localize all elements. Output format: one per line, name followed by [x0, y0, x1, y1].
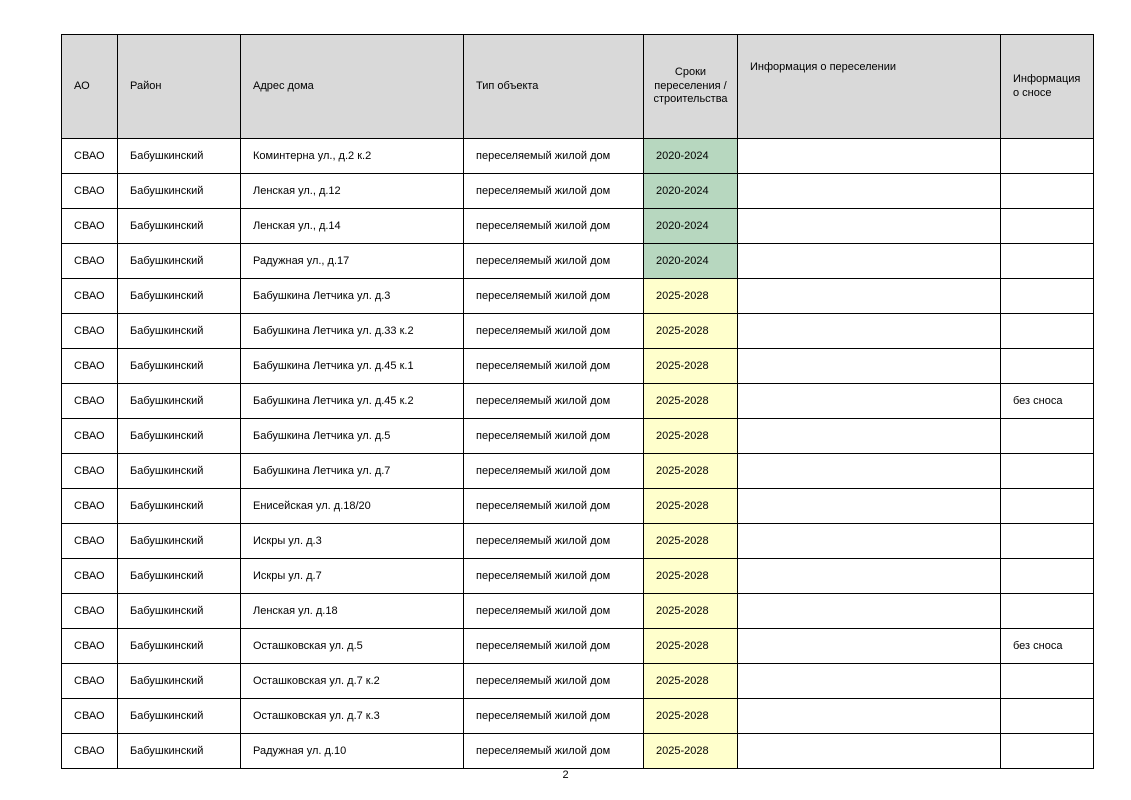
cell-district: Бабушкинский [118, 594, 241, 629]
cell-district: Бабушкинский [118, 489, 241, 524]
cell-demolition-info [1001, 524, 1094, 559]
cell-resettlement-info [738, 174, 1001, 209]
cell-address: Бабушкина Летчика ул. д.7 [241, 454, 464, 489]
cell-ao: СВАО [62, 209, 118, 244]
cell-resettlement-info [738, 139, 1001, 174]
resettlement-table [61, 34, 1094, 769]
cell-resettlement-info [738, 209, 1001, 244]
cell-period: 2025-2028 [644, 454, 738, 489]
cell-district: Бабушкинский [118, 419, 241, 454]
cell-resettlement-info [738, 384, 1001, 419]
cell-resettlement-info [738, 699, 1001, 734]
cell-district: Бабушкинский [118, 734, 241, 769]
cell-type: переселяемый жилой дом [464, 734, 644, 769]
cell-period: 2025-2028 [644, 489, 738, 524]
cell-ao: СВАО [62, 699, 118, 734]
cell-address: Искры ул. д.3 [241, 524, 464, 559]
cell-district: Бабушкинский [118, 314, 241, 349]
cell-district: Бабушкинский [118, 454, 241, 489]
cell-type: переселяемый жилой дом [464, 139, 644, 174]
cell-address: Коминтерна ул., д.2 к.2 [241, 139, 464, 174]
cell-period: 2025-2028 [644, 594, 738, 629]
cell-resettlement-info [738, 244, 1001, 279]
cell-demolition-info [1001, 314, 1094, 349]
cell-ao: СВАО [62, 349, 118, 384]
cell-demolition-info [1001, 489, 1094, 524]
cell-district: Бабушкинский [118, 279, 241, 314]
cell-ao: СВАО [62, 629, 118, 664]
cell-ao: СВАО [62, 524, 118, 559]
cell-address: Бабушкина Летчика ул. д.45 к.1 [241, 349, 464, 384]
cell-period: 2025-2028 [644, 699, 738, 734]
cell-period: 2020-2024 [644, 244, 738, 279]
table-row [62, 699, 1094, 734]
cell-type: переселяемый жилой дом [464, 174, 644, 209]
cell-ao: СВАО [62, 139, 118, 174]
cell-type: переселяемый жилой дом [464, 664, 644, 699]
cell-demolition-info [1001, 699, 1094, 734]
cell-period: 2025-2028 [644, 559, 738, 594]
cell-district: Бабушкинский [118, 349, 241, 384]
cell-ao: СВАО [62, 384, 118, 419]
cell-type: переселяемый жилой дом [464, 419, 644, 454]
table-row [62, 349, 1094, 384]
header-ao: АО [62, 35, 118, 139]
cell-district: Бабушкинский [118, 209, 241, 244]
cell-type: переселяемый жилой дом [464, 699, 644, 734]
cell-demolition-info: без сноса [1001, 384, 1094, 419]
table-row [62, 524, 1094, 559]
table-row [62, 594, 1094, 629]
header-period: Сроки переселения / строительства [644, 35, 738, 139]
cell-ao: СВАО [62, 314, 118, 349]
table-row [62, 734, 1094, 769]
cell-period: 2025-2028 [644, 629, 738, 664]
cell-demolition-info [1001, 349, 1094, 384]
cell-address: Енисейская ул. д.18/20 [241, 489, 464, 524]
cell-address: Ленская ул., д.14 [241, 209, 464, 244]
cell-ao: СВАО [62, 489, 118, 524]
cell-period: 2025-2028 [644, 314, 738, 349]
header-district: Район [118, 35, 241, 139]
table-row [62, 454, 1094, 489]
cell-demolition-info [1001, 244, 1094, 279]
table-row [62, 384, 1094, 419]
cell-district: Бабушкинский [118, 629, 241, 664]
cell-period: 2025-2028 [644, 524, 738, 559]
cell-resettlement-info [738, 454, 1001, 489]
table-body [62, 139, 1094, 769]
cell-demolition-info [1001, 139, 1094, 174]
cell-resettlement-info [738, 559, 1001, 594]
cell-address: Бабушкина Летчика ул. д.33 к.2 [241, 314, 464, 349]
cell-period: 2025-2028 [644, 664, 738, 699]
header-demolition-info: Информация о сносе [1001, 35, 1094, 139]
cell-ao: СВАО [62, 419, 118, 454]
cell-address: Ленская ул., д.12 [241, 174, 464, 209]
cell-period: 2025-2028 [644, 349, 738, 384]
cell-address: Осташковская ул. д.7 к.2 [241, 664, 464, 699]
table-header-row [62, 35, 1094, 139]
cell-district: Бабушкинский [118, 384, 241, 419]
table-row [62, 139, 1094, 174]
cell-period: 2025-2028 [644, 419, 738, 454]
cell-resettlement-info [738, 279, 1001, 314]
cell-type: переселяемый жилой дом [464, 454, 644, 489]
cell-address: Ленская ул. д.18 [241, 594, 464, 629]
cell-type: переселяемый жилой дом [464, 279, 644, 314]
header-address: Адрес дома [241, 35, 464, 139]
cell-ao: СВАО [62, 559, 118, 594]
cell-address: Радужная ул. д.10 [241, 734, 464, 769]
cell-type: переселяемый жилой дом [464, 524, 644, 559]
cell-period: 2025-2028 [644, 384, 738, 419]
cell-ao: СВАО [62, 734, 118, 769]
cell-demolition-info [1001, 209, 1094, 244]
cell-district: Бабушкинский [118, 244, 241, 279]
cell-period: 2020-2024 [644, 209, 738, 244]
cell-type: переселяемый жилой дом [464, 384, 644, 419]
cell-type: переселяемый жилой дом [464, 594, 644, 629]
cell-resettlement-info [738, 734, 1001, 769]
cell-district: Бабушкинский [118, 699, 241, 734]
table-row [62, 314, 1094, 349]
cell-address: Бабушкина Летчика ул. д.5 [241, 419, 464, 454]
cell-type: переселяемый жилой дом [464, 489, 644, 524]
cell-type: переселяемый жилой дом [464, 209, 644, 244]
table-row [62, 629, 1094, 664]
cell-type: переселяемый жилой дом [464, 559, 644, 594]
cell-resettlement-info [738, 349, 1001, 384]
cell-demolition-info [1001, 594, 1094, 629]
cell-demolition-info [1001, 559, 1094, 594]
cell-type: переселяемый жилой дом [464, 349, 644, 384]
cell-district: Бабушкинский [118, 664, 241, 699]
cell-period: 2020-2024 [644, 139, 738, 174]
cell-period: 2025-2028 [644, 279, 738, 314]
cell-resettlement-info [738, 594, 1001, 629]
cell-resettlement-info [738, 524, 1001, 559]
header-resettlement-info: Информация о переселении [738, 35, 1001, 139]
cell-demolition-info [1001, 664, 1094, 699]
cell-ao: СВАО [62, 279, 118, 314]
cell-resettlement-info [738, 489, 1001, 524]
cell-type: переселяемый жилой дом [464, 314, 644, 349]
cell-period: 2025-2028 [644, 734, 738, 769]
cell-address: Бабушкина Летчика ул. д.45 к.2 [241, 384, 464, 419]
cell-ao: СВАО [62, 174, 118, 209]
cell-period: 2020-2024 [644, 174, 738, 209]
cell-type: переселяемый жилой дом [464, 629, 644, 664]
cell-demolition-info [1001, 174, 1094, 209]
cell-ao: СВАО [62, 454, 118, 489]
cell-district: Бабушкинский [118, 174, 241, 209]
cell-ao: СВАО [62, 244, 118, 279]
cell-ao: СВАО [62, 594, 118, 629]
cell-demolition-info [1001, 279, 1094, 314]
cell-address: Бабушкина Летчика ул. д.3 [241, 279, 464, 314]
table-row [62, 279, 1094, 314]
table-row [62, 419, 1094, 454]
cell-district: Бабушкинский [118, 139, 241, 174]
cell-type: переселяемый жилой дом [464, 244, 644, 279]
cell-address: Искры ул. д.7 [241, 559, 464, 594]
cell-district: Бабушкинский [118, 524, 241, 559]
cell-district: Бабушкинский [118, 559, 241, 594]
table-row [62, 559, 1094, 594]
table-row [62, 174, 1094, 209]
header-type: Тип объекта [464, 35, 644, 139]
table-row [62, 489, 1094, 524]
table-row [62, 209, 1094, 244]
page-number: 2 [562, 769, 569, 781]
table-row [62, 244, 1094, 279]
cell-address: Осташковская ул. д.5 [241, 629, 464, 664]
cell-resettlement-info [738, 419, 1001, 454]
cell-demolition-info: без сноса [1001, 629, 1094, 664]
cell-demolition-info [1001, 454, 1094, 489]
cell-address: Осташковская ул. д.7 к.3 [241, 699, 464, 734]
cell-resettlement-info [738, 664, 1001, 699]
cell-ao: СВАО [62, 664, 118, 699]
cell-demolition-info [1001, 419, 1094, 454]
table-row [62, 664, 1094, 699]
cell-demolition-info [1001, 734, 1094, 769]
cell-address: Радужная ул., д.17 [241, 244, 464, 279]
cell-resettlement-info [738, 629, 1001, 664]
cell-resettlement-info [738, 314, 1001, 349]
